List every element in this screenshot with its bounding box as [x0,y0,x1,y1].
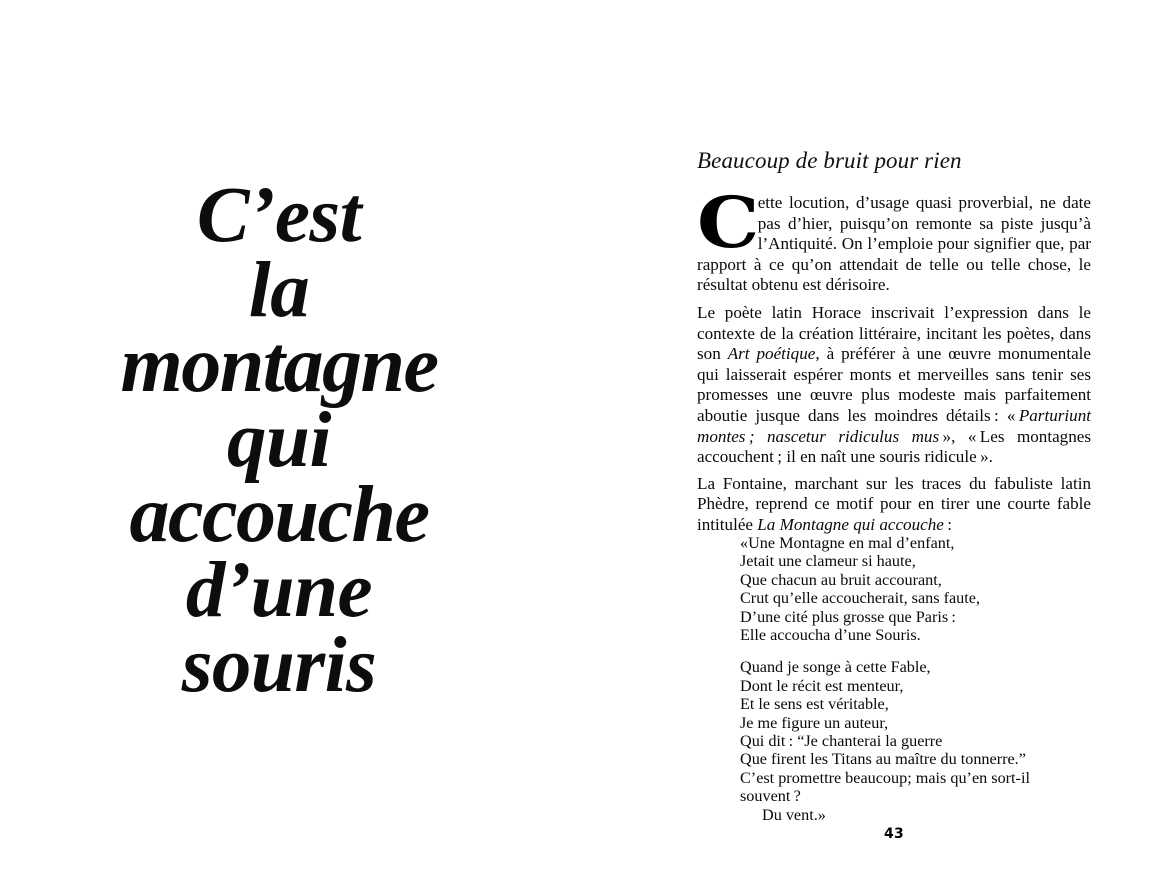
verse-line: souvent ? [740,787,801,806]
display-title-line-5: accouche [129,471,429,559]
verse-line: Elle accoucha d’une Souris. [740,626,921,645]
display-title [40,172,518,709]
paragraph-1 [697,181,1091,296]
drop-cap-letter: C [697,181,760,264]
display-title-line-2: la [248,247,310,334]
verse-line: Que chacun au bruit accourant, [740,570,942,589]
p2-seg-5: », « Les montagnes accouchent ; il en naît une souris ridicule ». [697,426,1091,467]
verse-line: Et le sens est véritable, [740,695,889,714]
verse-line: Dont le récit est menteur, [740,676,904,695]
p2-seg-1: Le poète latin Horace inscrivait l’expression dans le contexte de la création littéraire, incitant les poètes, dans son [697,302,1091,364]
p3-seg-3: : [943,514,953,534]
right-page [588,0,1176,892]
verse-line: Quand je songe à cette Fable, [740,658,931,677]
display-title-line-3: montagne [120,321,438,409]
verse-line: Crut qu’elle accoucherait, sans faute, [740,589,981,608]
p2-seg-3: , à préférer à une œuvre monumentale qui laisserait espérer monts et merveilles sans tenir ses promesses une œuvre plus modeste mais parfaitement aboutie jusque dans les moindres détails : « [697,344,1091,425]
p3-seg-1: La Fontaine, marchant sur les traces du fabuliste latin Phèdre, reprend ce motif pour en tirer une courte fable intitulée [697,473,1091,534]
p2-seg-4-italic: Parturiunt montes ; nascetur ridiculus mus [697,405,1091,446]
display-title-line-7: souris [181,622,377,709]
page-number: 43 [883,826,905,842]
verse-line: «Une Montagne en mal d’enfant, [740,534,955,552]
verse-block [740,534,1100,824]
article-heading: Beaucoup de bruit pour rien [697,148,962,173]
display-title-line-1: C’est [196,172,362,259]
verse-line: Jetait une clameur si haute, [740,552,916,571]
verse-line: Qui dit : “Je chanterai la guerre [740,732,943,751]
p2-seg-2-italic: Art poétique [727,344,816,364]
paragraph-3 [697,474,1091,536]
verse-stanza-1 [740,534,1100,644]
verse-stanza-2 [740,658,1100,824]
verse-line: Je me figure un auteur, [740,713,889,732]
verse-line: Que firent les Titans au maître du tonnerre.” [740,750,1026,769]
p3-seg-2-italic: La Montagne qui accouche [757,514,944,534]
display-title-line-4: qui [227,397,331,484]
verse-line: D’une cité plus grosse que Paris : [740,607,956,626]
display-title-line-6: d’une [185,547,373,634]
body-text [697,181,1091,536]
paragraph-2 [697,303,1091,468]
verse-final-line: Du vent.» [762,805,826,824]
verse-line: C’est promettre beaucoup; mais qu’en sort-il [740,768,1030,787]
paragraph-1-text: ette locution, d’usage quasi proverbial, ne date pas d’hier, puisqu’on remonte sa piste jusqu’à l’Antiquité. On l’emploie pour signifier que, par rapport à ce qu’on attendait de telle ou telle chose, le résultat obtenu est dérisoire. [697,193,1091,295]
